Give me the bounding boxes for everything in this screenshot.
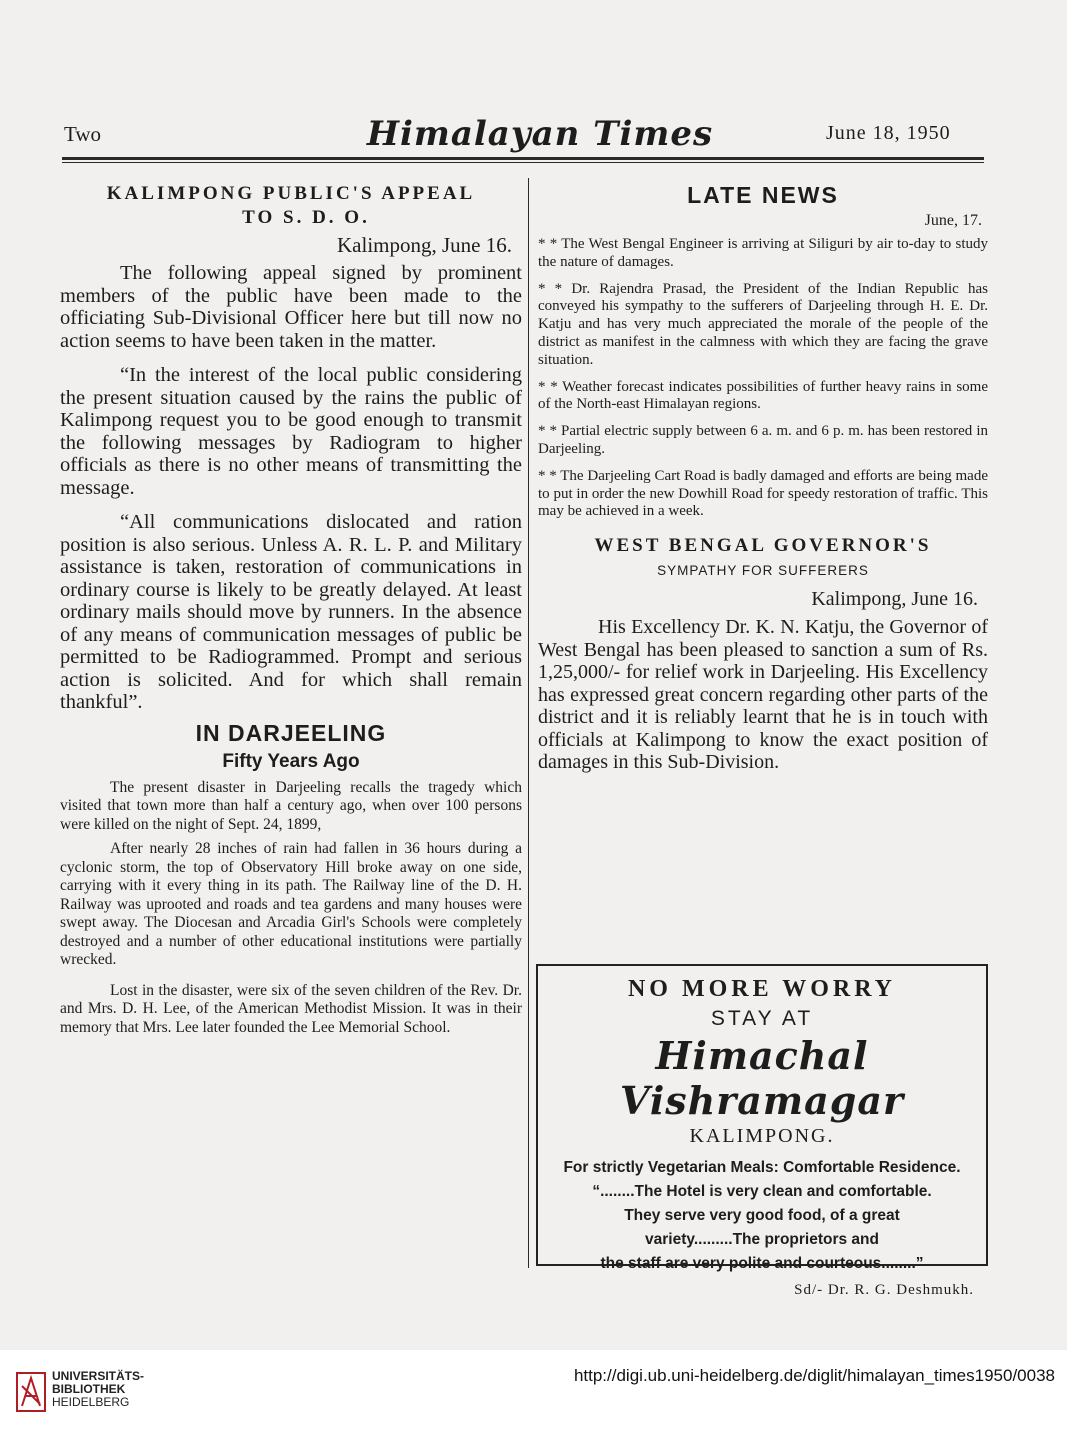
left-column <box>60 182 522 1037</box>
darjeeling-paragraph: After nearly 28 inches of rain had fallen in 36 hours during a cyclonic storm, the top of Observatory Hill broke away on one side, carrying with it every thing in its path. The Railway line of the D. H. Railway was uprooted and roads and tea gardens and many houses were swept away. The Diocesan and Arcadia Girl's Schools were completely destroyed and a number of other educational institutions were partially wrecked. <box>60 840 522 968</box>
governor-subheading: SYMPATHY FOR SUFFERERS <box>657 563 869 579</box>
news-item: * * Partial electric supply between 6 a. m. and 6 p. m. has been restored in Darjeeling. <box>538 423 988 457</box>
news-item: * * The Darjeeling Cart Road is badly damaged and efforts are being made to put in order the new Dowhill Road for speedy restoration of traffic. This may be achieved in a week. <box>538 467 988 520</box>
issue-date: June 18, 1950 <box>826 122 951 144</box>
right-column <box>538 182 988 774</box>
appeal-paragraph: “In the interest of the local public considering the present situation caused by the rains the public of Kalimpong request you to be good enough to transmit the following messages by Radiogram to higher officials as there is no other means of transmitting the message. <box>60 364 522 499</box>
governor-body: His Excellency Dr. K. N. Katju, the Governor of West Bengal has been pleased to sanction a sum of Rs. 1,25,000/- for relief work in Darjeeling. His Excellency has expressed great concern regarding other parts of the district and it is reliably learnt that he is in touch with officials at Kalimpong to know the exact position of damages in this Sub-Division. <box>538 616 988 774</box>
column-divider <box>528 178 529 1268</box>
library-logo-icon <box>16 1372 46 1417</box>
appeal-dateline: Kalimpong, June 16. <box>337 233 512 257</box>
late-news-dateline: June, 17. <box>924 212 982 229</box>
news-item: * * Weather forecast indicates possibilities of further heavy rains in some of the North-east Himalayan regions. <box>538 378 988 413</box>
masthead-title: Himalayan Times <box>366 114 714 154</box>
ad-place: KALIMPONG. <box>689 1125 835 1147</box>
library-name: UNIVERSITÄTS- BIBLIOTHEK HEIDELBERG <box>52 1369 145 1409</box>
darjeeling-heading: IN DARJEELING <box>195 719 387 746</box>
ad-quote-line: They serve very good food, of a great <box>624 1207 900 1224</box>
ad-quote-line: “........The Hotel is very clean and comfortable. <box>592 1183 932 1200</box>
header-rule <box>62 157 984 160</box>
ad-quote-line: variety.........The proprietors and <box>645 1231 879 1248</box>
ad-stay-at: STAY AT <box>710 1007 814 1030</box>
ad-headline: NO MORE WORRY <box>627 976 897 1002</box>
governor-heading: WEST BENGAL GOVERNOR'S <box>594 535 932 557</box>
ad-signature: Sd/- Dr. R. G. Deshmukh. <box>794 1282 974 1298</box>
ad-hotel-name: Himachal Vishramagar <box>620 1033 904 1123</box>
appeal-title-line2: TO S. D. O. <box>242 207 370 228</box>
appeal-paragraph: The following appeal signed by prominent members of the public have been made to the officiating Sub-Divisional Officer here but till now no action seems to have been taken in the matter. <box>60 262 522 352</box>
ad-tagline: For strictly Vegetarian Meals: Comfortable Residence. <box>563 1159 961 1176</box>
darjeeling-paragraph: The present disaster in Darjeeling recalls the tragedy which visited that town more than half a century ago, when over 100 persons were killed on the night of Sept. 24, 1899, <box>60 778 522 833</box>
late-news-heading: LATE NEWS <box>687 182 839 208</box>
darjeeling-paragraph: Lost in the disaster, were six of the seven children of the Rev. Dr. and Mrs. D. H. Lee, of the American Methodist Mission. It was in their memory that Mrs. Lee later founded the Lee Memorial School. <box>60 981 522 1036</box>
news-item: * * Dr. Rajendra Prasad, the President of the Indian Republic has conveyed his sympathy to the sufferers of Darjeeling through H. E. Dr. Katju and has very much appreciated the morale of the people of the district as manifest in the calmness with which they are facing the grave situation. <box>538 280 988 368</box>
appeal-paragraph: “All communications dislocated and ration position is also serious. Unless A. R. L. P. and Military assistance is taken, restoration of communications in ordinary course is likely to be greatly delayed. At least ordinary mails should move by runners. In the absence of any means of communication messages of public be permitted to be Radiogrammed. Prompt and serious action is solicited. And for which shall remain thankful”. <box>60 511 522 713</box>
hotel-advertisement <box>536 964 988 1298</box>
governor-dateline: Kalimpong, June 16. <box>811 588 978 611</box>
ad-quote-line: the staff are very polite and courteous........” <box>600 1255 924 1272</box>
darjeeling-subheading: Fifty Years Ago <box>222 750 360 772</box>
header-rule-thin <box>62 162 984 163</box>
page-number-label: Two <box>64 122 102 146</box>
source-url-link[interactable]: http://digi.ub.uni-heidelberg.de/diglit/himalayan_times1950/0038 <box>573 1366 1055 1385</box>
appeal-title: KALIMPONG PUBLIC'S APPEAL <box>106 183 476 204</box>
news-item: * * The West Bengal Engineer is arriving at Siliguri by air to-day to study the nature of damages. <box>538 236 988 270</box>
